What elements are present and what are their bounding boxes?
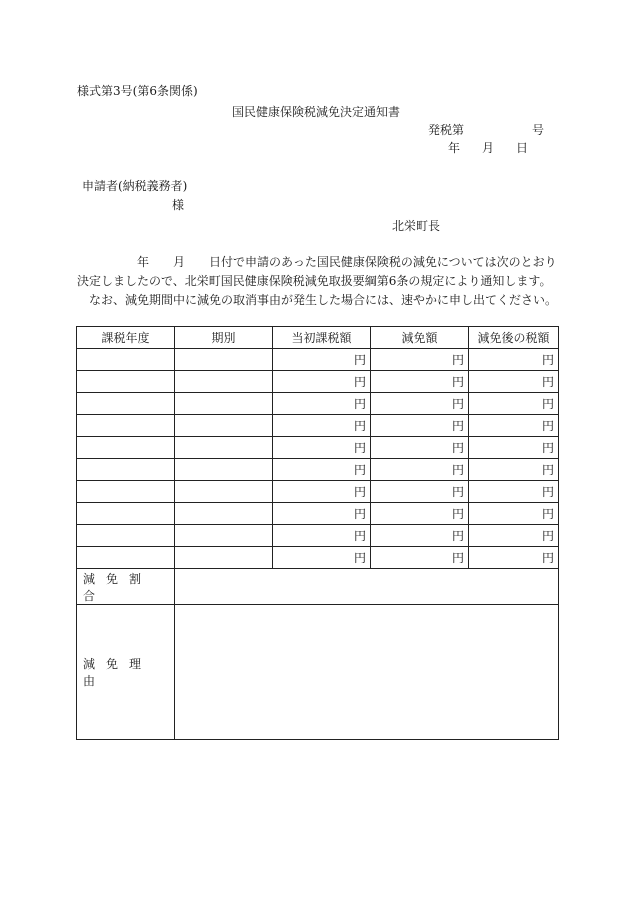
issue-number-prefix: 発税第 xyxy=(428,123,465,137)
table-row xyxy=(77,525,559,547)
tax-after-cell: 円 xyxy=(469,547,559,569)
notice-year: 年 xyxy=(137,255,150,269)
initial-tax-cell: 円 xyxy=(273,547,371,569)
header-tax-after: 減免後の税額 xyxy=(469,327,559,349)
notice-line-1-text: 日付で申請のあった国民健康保険税の減免については次のとおり xyxy=(209,255,557,269)
reduction-reason-row xyxy=(77,604,559,739)
initial-tax-cell: 円 xyxy=(273,503,371,525)
initial-tax-cell: 円 xyxy=(273,525,371,547)
tax-after-cell: 円 xyxy=(469,371,559,393)
issue-number xyxy=(428,123,544,137)
applicant-honorific: 様 xyxy=(172,198,185,212)
period-cell xyxy=(175,415,273,437)
period-cell xyxy=(175,393,273,415)
tax-after-cell: 円 xyxy=(469,459,559,481)
tax-year-cell xyxy=(77,481,175,503)
reduction-reason-label: 減免理由 xyxy=(77,604,175,739)
table-row xyxy=(77,393,559,415)
notice-line-1 xyxy=(77,253,557,272)
header-period: 期別 xyxy=(175,327,273,349)
tax-after-cell: 円 xyxy=(469,503,559,525)
issue-number-suffix: 号 xyxy=(532,123,545,137)
notice-line-3: なお、減免期間中に減免の取消事由が発生した場合には、速やかに申し出てください。 xyxy=(89,293,558,307)
header-reduction: 減免額 xyxy=(371,327,469,349)
initial-tax-cell: 円 xyxy=(273,481,371,503)
tax-after-cell: 円 xyxy=(469,525,559,547)
reduction-cell: 円 xyxy=(371,371,469,393)
reduction-cell: 円 xyxy=(371,481,469,503)
reduction-cell: 円 xyxy=(371,393,469,415)
initial-tax-cell: 円 xyxy=(273,437,371,459)
applicant-label: 申請者(納税義務者) xyxy=(82,179,188,193)
period-cell xyxy=(175,481,273,503)
issue-date-month: 月 xyxy=(482,141,495,155)
reduction-cell: 円 xyxy=(371,349,469,371)
tax-after-cell: 円 xyxy=(469,437,559,459)
tax-year-cell xyxy=(77,393,175,415)
initial-tax-cell: 円 xyxy=(273,415,371,437)
reduction-ratio-value xyxy=(175,569,559,604)
initial-tax-cell: 円 xyxy=(273,371,371,393)
tax-after-cell: 円 xyxy=(469,349,559,371)
table-row xyxy=(77,481,559,503)
tax-after-cell: 円 xyxy=(469,481,559,503)
tax-year-cell xyxy=(77,415,175,437)
header-initial-tax: 当初課税額 xyxy=(273,327,371,349)
reduction-cell: 円 xyxy=(371,415,469,437)
tax-year-cell xyxy=(77,547,175,569)
tax-year-cell xyxy=(77,525,175,547)
period-cell xyxy=(175,437,273,459)
header-tax-year: 課税年度 xyxy=(77,327,175,349)
table-row xyxy=(77,349,559,371)
table-row xyxy=(77,547,559,569)
reduction-cell: 円 xyxy=(371,503,469,525)
issue-date xyxy=(448,141,528,155)
period-cell xyxy=(175,459,273,481)
table-row xyxy=(77,371,559,393)
tax-after-cell: 円 xyxy=(469,393,559,415)
initial-tax-cell: 円 xyxy=(273,459,371,481)
period-cell xyxy=(175,525,273,547)
notice-month: 月 xyxy=(173,255,186,269)
document-title: 国民健康保険税減免決定通知書 xyxy=(232,105,401,119)
table-row xyxy=(77,415,559,437)
table-row xyxy=(77,459,559,481)
tax-year-cell xyxy=(77,459,175,481)
reduction-ratio-label: 減免割合 xyxy=(77,569,175,604)
reduction-cell: 円 xyxy=(371,525,469,547)
period-cell xyxy=(175,503,273,525)
notice-body xyxy=(77,253,557,310)
table-header-row xyxy=(77,327,559,349)
period-cell xyxy=(175,371,273,393)
reduction-cell: 円 xyxy=(371,437,469,459)
issue-date-day: 日 xyxy=(516,141,529,155)
reduction-ratio-row xyxy=(77,569,559,604)
table-row xyxy=(77,437,559,459)
reduction-cell: 円 xyxy=(371,547,469,569)
notice-line-2: 決定しましたので、北栄町国民健康保険税減免取扱要綱第6条の規定により通知します。 xyxy=(77,274,552,288)
period-cell xyxy=(175,349,273,371)
tax-reduction-table xyxy=(76,326,559,740)
tax-year-cell xyxy=(77,371,175,393)
form-number-label: 様式第3号(第6条関係) xyxy=(77,84,198,98)
period-cell xyxy=(175,547,273,569)
reduction-reason-value xyxy=(175,604,559,739)
table-row xyxy=(77,503,559,525)
tax-year-cell xyxy=(77,503,175,525)
tax-after-cell: 円 xyxy=(469,415,559,437)
reduction-cell: 円 xyxy=(371,459,469,481)
issue-date-year: 年 xyxy=(448,141,461,155)
tax-year-cell xyxy=(77,437,175,459)
issuer-name: 北栄町長 xyxy=(392,219,441,233)
initial-tax-cell: 円 xyxy=(273,393,371,415)
tax-year-cell xyxy=(77,349,175,371)
initial-tax-cell: 円 xyxy=(273,349,371,371)
